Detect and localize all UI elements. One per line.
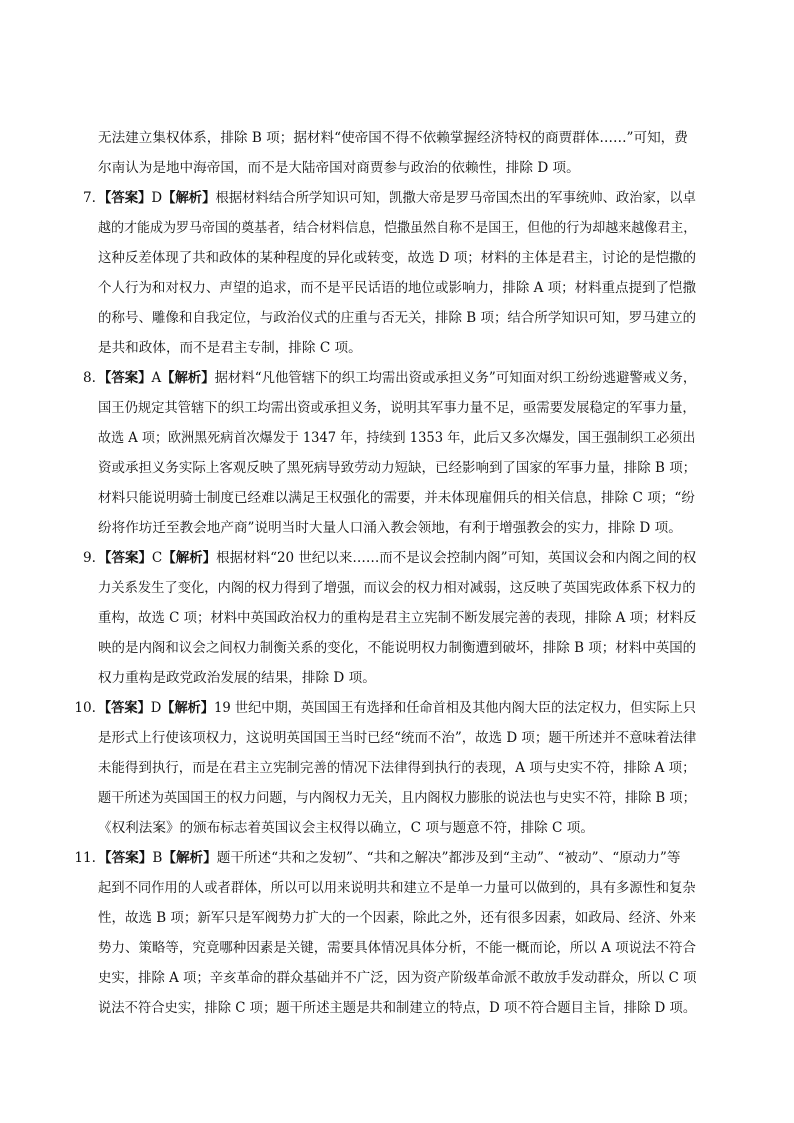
- answer-letter: B: [152, 850, 163, 866]
- text-line: 力关系发生了变化，内阁的权力得到了增强，而议会的权力相对减弱，这反映了英国宪政体系下权力的: [98, 580, 696, 596]
- text-line: 资或承担义务实际上客观反映了黑死病导致劳动力短缺，已经影响到了国家的军事力量，排除 B 项；: [98, 460, 697, 476]
- text-line: 重构，故选 C 项；材料中英国政治权力的重构是君主立宪制不断发展完善的表现，排除 A 项；材料反: [98, 610, 697, 626]
- answer-first-line: [98, 698, 696, 718]
- text-line: 个人行为和对权力、声望的追求，而不是平民话语的地位或影响力，排除 A 项；材料重点提到了恺撒: [98, 280, 696, 296]
- answer-letter: D: [150, 700, 162, 716]
- text-line: 是共和政体，而不是君主专制，排除 C 项。: [98, 340, 362, 356]
- analysis-text: 19 世纪中期，英国国王有选择和任命首相及其他内阁大臣的法定权力，但实际上只: [213, 700, 697, 716]
- question-number: 9.: [83, 550, 96, 566]
- answer-tag: 【答案】: [98, 700, 151, 716]
- analysis-text: 根据材料结合所学知识可知，凯撒大帝是罗马帝国杰出的军事统帅、政治家，以卓: [215, 190, 697, 206]
- answer-tag: 【答案】: [98, 850, 153, 866]
- answer-letter: A: [151, 370, 162, 386]
- text-line: 《权利法案》的颁布标志着英国议会主权得以确立，C 项与题意不符，排除 C 项。: [98, 820, 594, 836]
- answer-tag: 【答案】: [98, 550, 152, 566]
- text-line: 是形式上行使该项权力，这说明英国国王当时已经“统而不治”，故选 D 项；题干所述并不意味着法律: [98, 730, 697, 746]
- analysis-tag: 【解析】: [162, 190, 216, 206]
- analysis-tag: 【解析】: [161, 700, 214, 716]
- text-line: 越的才能成为罗马帝国的奠基者，结合材料信息，恺撒虽然自称不是国王，但他的行为却越来越像君主，: [98, 220, 697, 236]
- text-line: 无法建立集权体系，排除 B 项；据材料“使帝国不得不依赖掌握经济特权的商贾群体……”可知，费: [98, 130, 688, 146]
- answer-tag: 【答案】: [98, 190, 152, 206]
- question-number: 7.: [83, 190, 96, 206]
- text-line: 尔南认为是地中海帝国，而不是大陆帝国对商贾参与政治的依赖性，排除 D 项。: [98, 160, 580, 176]
- answer-letter: D: [151, 190, 163, 206]
- text-line: 未能得到执行，而是在君主立宪制完善的情况下法律得到执行的表现，A 项与史实不符，排除 A 项；: [98, 760, 696, 776]
- analysis-tag: 【解析】: [161, 370, 215, 386]
- text-line: 史实，排除 A 项；辛亥革命的群众基础并不广泛，因为资产阶级革命派不敢放手发动群众，所以 C 项: [98, 970, 697, 986]
- text-line: 说法不符合史实，排除 C 项；题干所述主题是共和制建立的特点，D 项不符合题目主旨，排除 D 项。: [98, 1000, 697, 1016]
- answer-tag: 【答案】: [98, 370, 152, 386]
- analysis-tag: 【解析】: [162, 550, 217, 566]
- answer-first-line: [98, 548, 696, 568]
- text-line: 权力重构是政党政治发展的结果，排除 D 项。: [98, 670, 376, 686]
- text-line: 故选 A 项；欧洲黑死病首次爆发于 1347 年，持续到 1353 年，此后又多次爆发，国王强制织工必须出: [98, 430, 696, 446]
- question-number: 10.: [74, 700, 96, 716]
- text-line: 国王仍规定其管辖下的织工均需出资或承担义务，说明其军事力量不足，亟需要发展稳定的军事力量，: [98, 400, 696, 416]
- text-line: 题干所述为英国国王的权力问题，与内阁权力无关，且内阁权力膨胀的说法也与史实不符，排除 B 项；: [98, 790, 696, 806]
- text-line: 势力、策略等，究竟哪种因素是关键，需要具体情况具体分析，不能一概而论，所以 A 项说法不符合: [98, 940, 696, 956]
- text-line: 起到不同作用的人或者群体，所以可以用来说明共和建立不是单一力量可以做到的，具有多源性和复杂: [98, 880, 696, 896]
- analysis-tag: 【解析】: [162, 850, 217, 866]
- text-line: 性，故选 B 项；新军只是军阀势力扩大的一个因素，除此之外，还有很多因素，如政局、经济、外来: [98, 910, 697, 926]
- text-line: 映的是内阁和议会之间权力制衡关系的变化，不能说明权力制衡遭到破坏，排除 B 项；材料中英国的: [98, 640, 697, 656]
- answer-first-line: [98, 368, 696, 388]
- question-number: 8.: [83, 370, 96, 386]
- answer-first-line: [98, 848, 680, 868]
- text-line: 这种反差体现了共和政体的某种程度的异化或转变，故选 D 项；材料的主体是君主，讨论的是恺撒的: [98, 250, 697, 266]
- text-line: 的称号、雕像和自我定位，与政治仪式的庄重与否无关，排除 B 项；结合所学知识可知，罗马建立的: [98, 310, 697, 326]
- analysis-text: 据材料“凡他管辖下的织工均需出资或承担义务”可知面对织工纷纷逃避警戒义务，: [214, 370, 697, 386]
- answer-letter: C: [151, 550, 163, 566]
- analysis-text: 题干所述“共和之发轫”、“共和之解决”都涉及到“主动”、“被动”、“原动力”等: [216, 850, 681, 866]
- answer-first-line: [98, 188, 696, 208]
- question-number: 11.: [74, 850, 96, 866]
- text-line: 纷将作坊迁至教会地产商”说明当时大量人口涌入教会领地，有利于增强教会的实力，排除 D 项。: [98, 520, 682, 536]
- analysis-text: 根据材料“20 世纪以来……而不是议会控制内阁”可知，英国议会和内阁之间的权: [216, 550, 697, 566]
- text-line: 材料只能说明骑士制度已经难以满足王权强化的需要，并未体现雇佣兵的相关信息，排除 C 项；“纷: [98, 490, 695, 506]
